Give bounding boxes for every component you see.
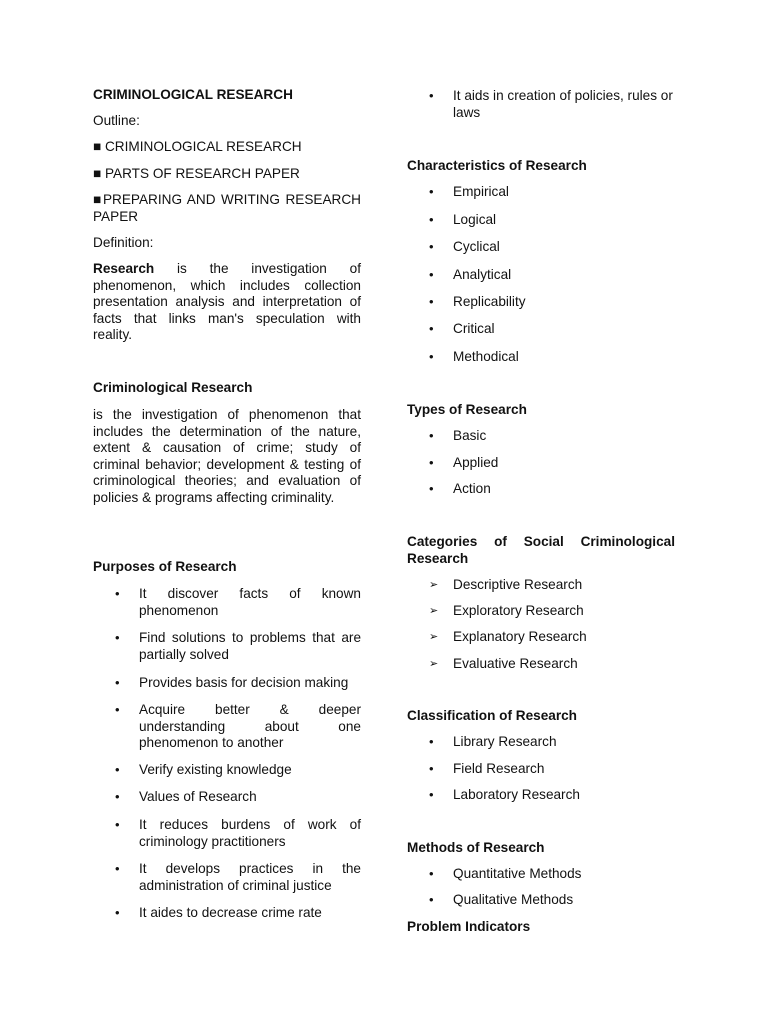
bullet-icon: • [115,762,120,777]
bullet-icon: • [429,294,434,309]
outline-item [93,192,361,225]
definition-text: is the investigation of phenomenon, which includes collection presentation analysis and interpretation of facts that links man's speculation with reality. [93,261,361,342]
bullet-icon: • [429,267,434,282]
bullet-icon: • [429,88,434,103]
definition-paragraph [93,261,361,344]
bullet-icon: • [115,905,120,920]
bullet-icon: • [115,702,120,717]
crim-research-paragraph: is the investigation of phenomenon that includes the determination of the nature, extent & causation of crime; study of criminal behavior; development & testing of criminological theories; and evaluation of policies & programs affecting criminality. [93,407,361,505]
bullet-icon: • [429,787,434,802]
document-title: CRIMINOLOGICAL RESEARCH [93,87,293,102]
bullet-icon: • [429,239,434,254]
section-heading: Classification of Research [407,708,577,723]
bullet-icon: • [429,866,434,881]
bullet-icon: • [429,184,434,199]
definition-term: Research [93,261,155,276]
arrow-bullet-icon: ➢ [429,631,439,643]
section-heading: Problem Indicators [407,919,531,934]
bullet-icon: • [429,428,434,443]
bullet-icon: • [429,455,434,470]
section-heading: Criminological Research [93,380,253,395]
outline-item-text: ■PREPARING AND WRITING RESEARCH PAPER [93,192,361,224]
bullet-icon: • [115,789,120,804]
outline-item: ■ CRIMINOLOGICAL RESEARCH [93,139,302,154]
bullet-icon: • [429,321,434,336]
arrow-bullet-icon: ➢ [429,658,439,670]
bullet-icon: • [429,892,434,907]
document-page: CRIMINOLOGICAL RESEARCH Outline: ■ CRIMINOLOGICAL RESEARCH ■ PARTS OF RESEARCH PAPER ■PREPARING AND WRITING RESEARCH PAPER Definition: Research is the investigation of phenomenon, which includes collection presentation analysis and interpretation of facts that links man's speculation with reality. Criminological Research is the investigation of phenomenon that includes the determination of the nature, extent & causation of crime; study of criminal behavior; development & testing of criminological theories; and evaluation of policies & programs affecting criminality. Purposes of Research • It discover facts of known phenomenon • Find solutions to problems that are partially solved • Provides basis for decision making • Acquire better & deeper understanding about one phenomenon to another • Verify existing knowledge • Values of Research • It reduces burdens of work of criminology practitioners • It develops practices in the administration of criminal justice • It aides to decrease crime rate • It aids in creation of policies, rules or laws Characteristics of Research • Empirical • Logical • Cyclical • Analytical • Replicability • Critical • Methodical Types of Research • Basic • Applied • Action Categories of Social Criminological Research ➢ Descriptive Research ➢ Exploratory Research ➢ Explanatory Research ➢ Evaluative Research Classification of Research • Library Research • Field Research • Laboratory Research Methods of Research • Quantitative Methods • Qualitative Methods Problem Indicators [93,87,675,934]
bullet-icon: • [115,630,120,645]
section-heading: Characteristics of Research [407,158,587,173]
bullet-icon: • [115,817,120,832]
bullet-icon: • [429,761,434,776]
outline-label: Outline: [93,113,140,128]
outline-item: ■ PARTS OF RESEARCH PAPER [93,166,300,181]
bullet-icon: • [429,481,434,496]
bullet-icon: • [429,212,434,227]
bullet-icon: • [429,734,434,749]
section-heading: Categories of Social Criminological Research [407,534,675,566]
bullet-icon: • [429,349,434,364]
section-heading: Methods of Research [407,840,545,855]
bullet-icon: • [115,861,120,876]
section-heading: Types of Research [407,402,527,417]
definition-label: Definition: [93,235,154,250]
bullet-icon: • [115,675,120,690]
bullet-icon: • [115,586,120,601]
arrow-bullet-icon: ➢ [429,579,439,591]
section-heading: Purposes of Research [93,559,237,574]
arrow-bullet-icon: ➢ [429,605,439,617]
